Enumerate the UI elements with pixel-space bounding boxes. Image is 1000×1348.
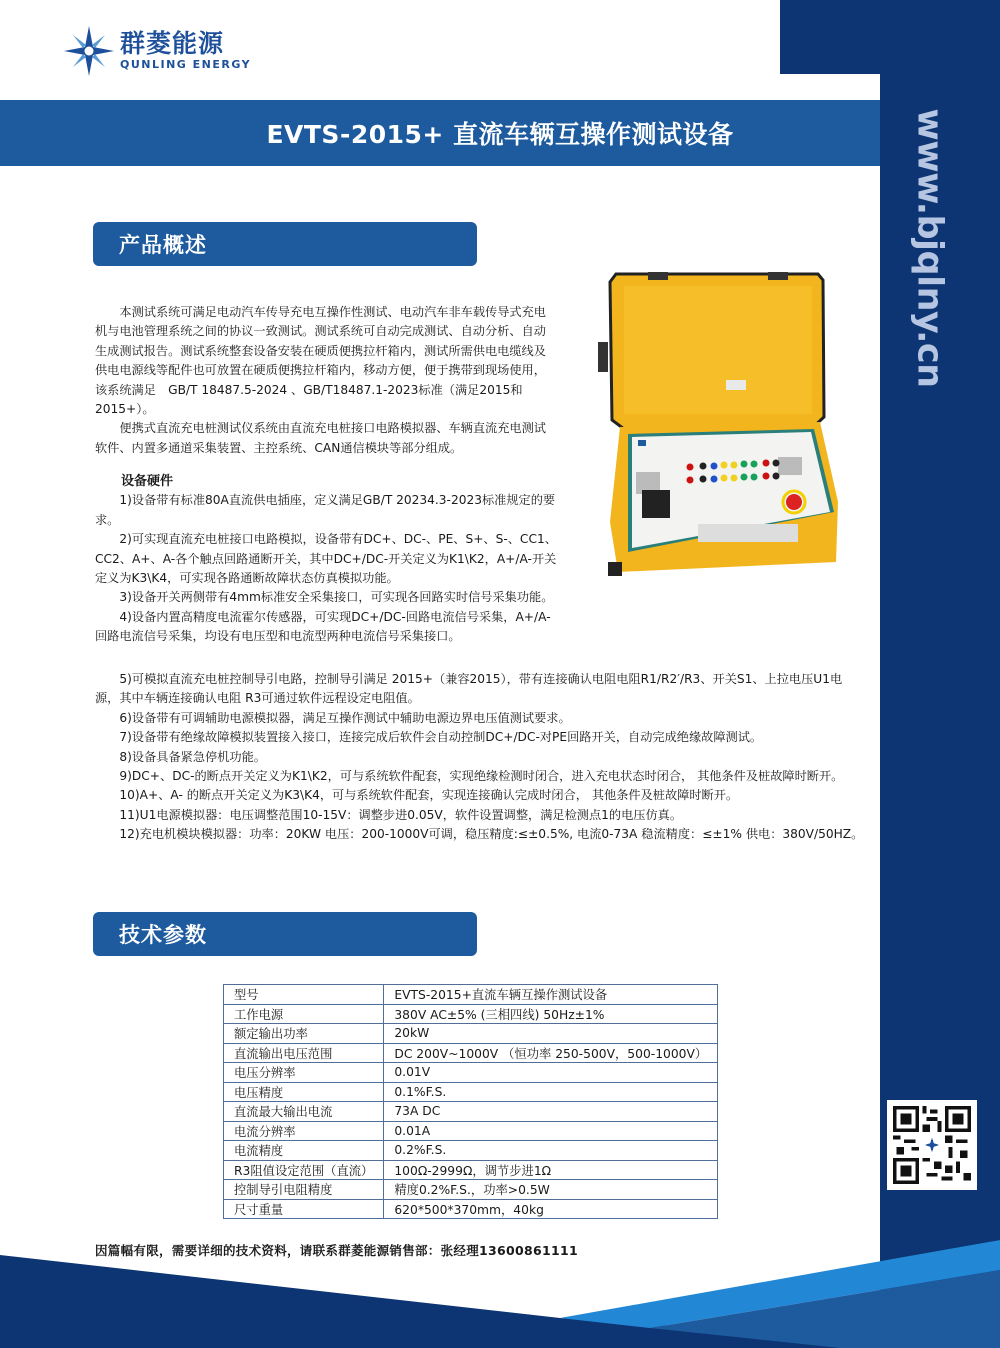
hardware-item: 10)A+、A- 的断点开关定义为K3\K4，可与系统软件配套，实现连接确认完成时闭合， 其他条件及桩故障时断开。 (119, 788, 739, 803)
brand-logo (64, 26, 251, 76)
website-vertical (905, 108, 955, 388)
spec-key: 电压精度 (224, 1082, 384, 1102)
spec-value: EVTS-2015+直流车辆互操作测试设备 (384, 985, 718, 1005)
section-header-overview (93, 222, 477, 266)
hardware-item: 9)DC+、DC-的断点开关定义为K1\K2，可与系统软件配套，实现绝缘检测时闭合，进入充电状态时闭合， 其他条件及桩故障时断开。 (119, 769, 844, 784)
hardware-heading: 设备硬件 (121, 474, 174, 489)
product-photo (598, 262, 843, 587)
spec-value: 380V AC±5% (三相四线) 50Hz±1% (384, 1004, 718, 1024)
section-title: 产品概述 (119, 233, 207, 257)
brand-name-en: QUNLING ENERGY (120, 58, 252, 71)
spec-key: 电压分辨率 (224, 1063, 384, 1083)
brand-name-cn: 群菱能源 (120, 29, 225, 58)
spec-value: 20kW (384, 1024, 718, 1044)
table-row (224, 1063, 718, 1083)
overview-text (95, 303, 557, 458)
title-bar (0, 100, 880, 166)
spec-key: 尺寸重量 (224, 1199, 384, 1219)
section-header-specs (93, 912, 477, 956)
compass-star-icon (64, 26, 114, 76)
qr-code-icon (893, 1106, 971, 1184)
spec-value: 精度0.2%F.S.，功率>0.5W (384, 1180, 718, 1200)
hardware-item: 2)可实现直流充电桩接口电路模拟，设备带有DC+、DC-、PE、S+、S-、CC1、CC2、A+、A-各个触点回路通断开关，其中DC+/DC-开关定义为K1\K2，A+/A-开关定义为K3\K4，可实现各路通断故障状态仿真模拟功能。 (95, 532, 557, 586)
hardware-item: 8)设备具备紧急停机功能。 (119, 749, 266, 764)
table-row (224, 1004, 718, 1024)
table-row (224, 1160, 718, 1180)
table-row (224, 1180, 718, 1200)
hardware-list (95, 470, 561, 647)
table-row (224, 1024, 718, 1044)
table-row (224, 985, 718, 1005)
overview-paragraph: 本测试系统可满足电动汽车传导充电互操作性测试、电动汽车非车载传导式充电机与电池管理系统之间的协议一致测试。测试系统可自动完成测试、自动分析、自动生成测试报告。测试系统整套设备安装在硬质便携拉杆箱内，测试所需供电电缆线及供电电源线等配件也可放置在硬质便携拉杆箱内，移动方便，便于携带到现场使用，该系统满足 GB/T 18487.5-2024 、GB/T18487.1-2023标准（满足2015和2015+）。 (95, 305, 546, 417)
hardware-item: 7)设备带有绝缘故障模拟装置接入接口，连接完成后软件会自动控制DC+/DC-对PE回路开关，自动完成绝缘故障测试。 (119, 730, 763, 745)
spec-value: 0.2%F.S. (384, 1141, 718, 1161)
spec-key: 控制导引电阻精度 (224, 1180, 384, 1200)
spec-value: 0.01V (384, 1063, 718, 1083)
footer-contact-note: 因篇幅有限，需要详细的技术资料，请联系群菱能源销售部：张经理13600861111 (95, 1243, 578, 1258)
spec-key: 型号 (224, 985, 384, 1005)
hardware-list-wide (95, 670, 865, 845)
table-row (224, 1141, 718, 1161)
spec-value: 620*500*370mm，40kg (384, 1199, 718, 1219)
hardware-item: 4)设备内置高精度电流霍尔传感器，可实现DC+/DC-回路电流信号采集，A+/A-回路电流信号采集，均设有电压型和电流型两种电流信号采集接口。 (95, 609, 551, 644)
table-row (224, 1082, 718, 1102)
hardware-item: 3)设备开关两侧带有4mm标准安全采集接口，可实现各回路实时信号采集功能。 (119, 590, 554, 605)
hardware-item: 1)设备带有标准80A直流供电插座，定义满足GB/T 20234.3-2023标准规定的要求。 (95, 493, 556, 527)
spec-value: 0.1%F.S. (384, 1082, 718, 1102)
spec-value: 100Ω-2999Ω，调节步进1Ω (384, 1160, 718, 1180)
spec-value: 0.01A (384, 1121, 718, 1141)
hardware-item: 5)可模拟直流充电桩控制导引电路，控制导引满足 2015+（兼容2015），带有连接确认电阻电阻R1/R2′/R3、开关S1、上拉电压U1电源，其中车辆连接确认电阻 R3可通过软件远程设定电阻值。 (95, 672, 843, 706)
hardware-item: 11)U1电源模拟器：电压调整范围10-15V：调整步进0.05V，软件设置调整，满足检测点1的电压仿真。 (119, 807, 683, 822)
spec-value: DC 200V~1000V （恒功率 250-500V，500-1000V） (384, 1043, 718, 1063)
website-url[interactable]: www.bjqlny.cn (910, 108, 951, 388)
spec-key: 直流最大输出电流 (224, 1102, 384, 1122)
spec-key: 额定输出功率 (224, 1024, 384, 1044)
qr-code[interactable] (887, 1100, 977, 1190)
spec-key: 工作电源 (224, 1004, 384, 1024)
hardware-item: 12)充电机模块模拟器：功率：20KW 电压：200-1000V可调，稳压精度:≤±0.5%, 电流0-73A 稳流精度：≤±1% 供电：380V/50HZ。 (119, 827, 864, 842)
table-row (224, 1199, 718, 1219)
section-title: 技术参数 (119, 923, 207, 947)
spec-table (223, 984, 718, 1219)
table-row (224, 1102, 718, 1122)
spec-key: R3阻值设定范围（直流） (224, 1160, 384, 1180)
overview-paragraph: 便携式直流充电桩测试仪系统由直流充电桩接口电路模拟器、车辆直流充电测试软件、内置多通道采集装置、主控系统、CAN通信模块等部分组成。 (95, 421, 546, 455)
hardware-item: 6)设备带有可调辅助电源模拟器，满足互操作测试中辅助电源边界电压值测试要求。 (119, 710, 571, 725)
page-title: EVTS-2015+ 直流车辆互操作测试设备 (266, 120, 734, 149)
table-row (224, 1121, 718, 1141)
spec-key: 电流精度 (224, 1141, 384, 1161)
table-row (224, 1043, 718, 1063)
spec-key: 直流输出电压范围 (224, 1043, 384, 1063)
spec-value: 73A DC (384, 1102, 718, 1122)
spec-key: 电流分辨率 (224, 1121, 384, 1141)
bottom-decoration (0, 1230, 1000, 1348)
